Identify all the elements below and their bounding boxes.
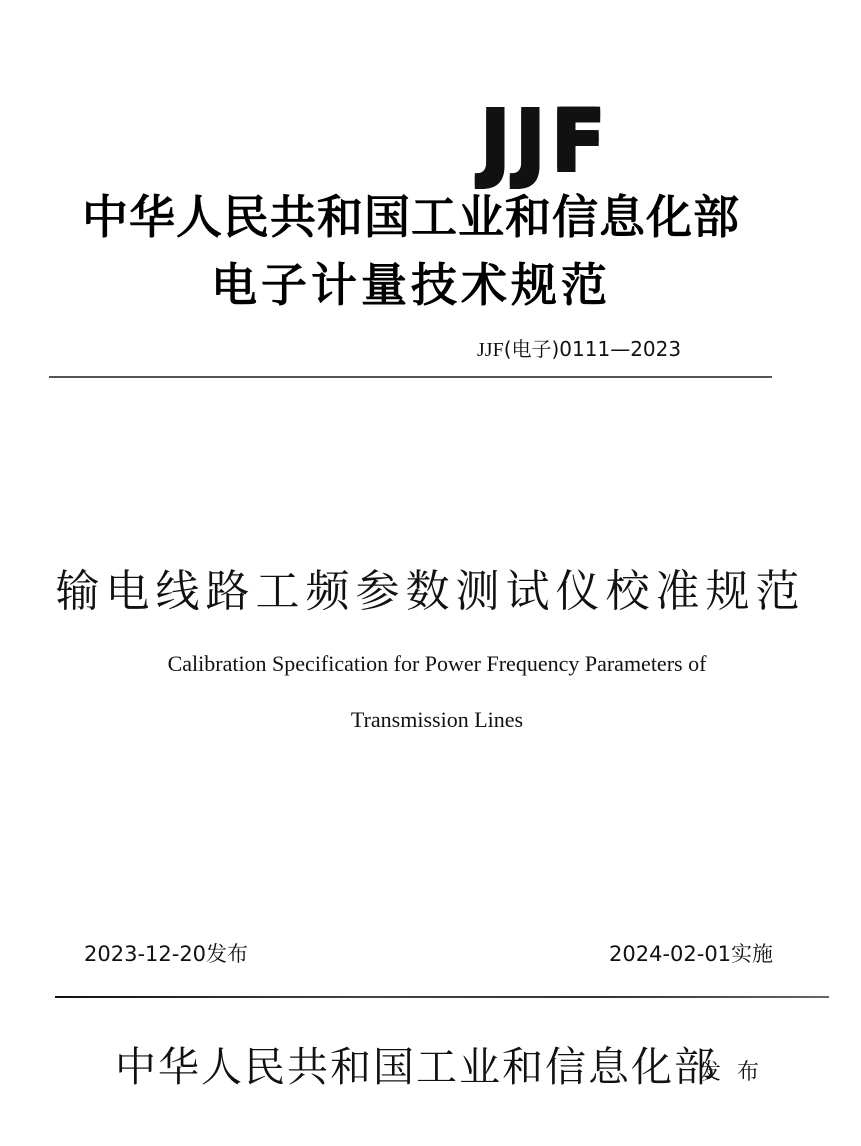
document-title-english-line2: Transmission Lines [350, 707, 524, 732]
document-title-chinese: 输电线路工频参数测试仪校准规范 [55, 566, 806, 617]
logo-letter-j2: J [516, 92, 546, 190]
issue-date: 2023-12-20发布 [84, 942, 249, 966]
bottom-divider [55, 996, 829, 998]
jjf-logo [481, 92, 657, 190]
issuing-organization-title: 中华人民共和国工业和信息化部 [82, 190, 740, 244]
logo-letter-j1: J [481, 92, 510, 190]
publish-label: 发布 [699, 1060, 776, 1085]
top-divider [49, 376, 772, 378]
specification-category-title: 电子计量技术规范 [211, 258, 611, 312]
document-title-english-line1: Calibration Specification for Power Frequency Parameters of [167, 651, 707, 676]
standard-code-prefix: JJF [477, 339, 504, 361]
logo-letter-f: F [551, 92, 605, 190]
effective-date: 2024-02-01实施 [609, 942, 774, 966]
publisher-name: 中华人民共和国工业和信息化部 [115, 1043, 717, 1091]
standard-code-number: (电子)0111—2023 [503, 337, 682, 361]
standard-code [477, 336, 681, 363]
